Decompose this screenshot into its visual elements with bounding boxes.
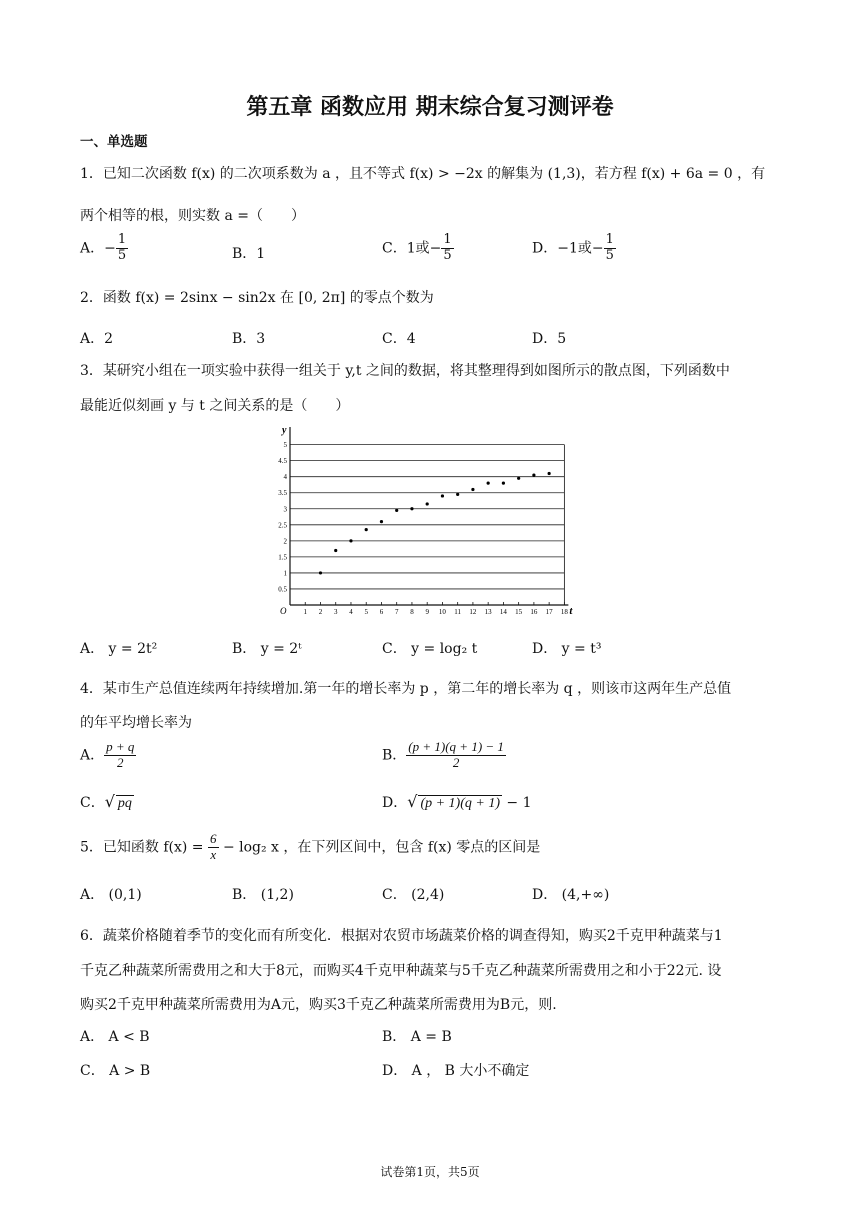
y-tick-label: 5 (283, 441, 287, 450)
data-point (456, 493, 459, 496)
q3-stem: 3．某研究小组在一项实验中获得一组关于 y,t 之间的数据，将其整理得到如图所示的散点图，下列函数中 (80, 363, 730, 379)
x-tick-label: 5 (364, 608, 368, 616)
q3-option-d: D． y = t³ (532, 641, 602, 657)
scatter-plot (272, 420, 592, 620)
x-tick-label: 4 (349, 608, 353, 616)
q1-option-a: A．− $\frac{1}{5}$ (80, 232, 127, 263)
q1-stem: 1．已知二次函数 f(x) 的二次项系数为 a ，且不等式 f(x) > −2x 的解集为 (1,3)，若方程 f(x) + 6a = 0 ，有 (80, 166, 766, 182)
q1-stem-line2: 两个相等的根，则实数 a =（ ） (80, 208, 305, 224)
y-tick-label: 1 (283, 569, 287, 578)
section-heading: 一、单选题 (80, 134, 148, 150)
q6-stem-line3: 购买2千克甲种蔬菜所需费用为A元，购买3千克乙种蔬菜所需费用为B元，则. (80, 997, 557, 1013)
x-tick-label: 16 (530, 608, 538, 616)
q2-option-c: C．4 (382, 331, 416, 347)
q3-stem-line2: 最能近似刻画 y 与 t 之间关系的是（ ） (80, 398, 350, 414)
q4-option-b: B． $\frac{(p + 1)(q + 1) - 1}{2}$ (382, 739, 504, 770)
q6-stem: 6．蔬菜价格随着季节的变化而有所变化．根据对农贸市场蔬菜价格的调查得知，购买2千克甲种蔬菜与1 (80, 928, 723, 944)
q6-option-c: C． A > B (80, 1063, 151, 1079)
x-tick-label: 8 (410, 608, 414, 616)
q1-option-c: C．1或− $\frac{1}{5}$ (382, 232, 452, 263)
q4-stem-line2: 的年平均增长率为 (80, 715, 192, 731)
q6-stem-line2: 千克乙种蔬菜所需费用之和大于8元，而购买4千克甲种蔬菜与5千克乙种蔬菜所需费用之和小于22元. 设 (80, 963, 722, 979)
q3-option-a: A． y = 2t² (80, 641, 158, 657)
data-point (334, 549, 337, 552)
q5-option-d: D． (4,+∞) (532, 887, 610, 903)
x-tick-label: 12 (469, 608, 477, 616)
data-point (410, 507, 413, 510)
y-tick-label: 4.5 (278, 457, 287, 466)
y-tick-label: 3.5 (278, 489, 287, 498)
x-tick-label: 7 (394, 608, 399, 616)
q5-option-c: C． (2,4) (382, 887, 445, 903)
data-point (441, 494, 444, 497)
data-point (365, 528, 368, 531)
q3-option-b: B． y = 2ᵗ (232, 641, 302, 657)
x-tick-label: 1 (303, 608, 307, 616)
x-tick-label: 14 (499, 608, 507, 616)
y-tick-label: 3 (283, 505, 287, 514)
q1-option-b: B．1 (232, 246, 266, 262)
x-tick-label: 11 (454, 608, 462, 616)
y-tick-label: 2.5 (278, 521, 287, 530)
q2-option-d: D．5 (532, 331, 567, 347)
x-tick-label: 15 (515, 608, 523, 616)
q5-stem: 5．已知函数 f(x) = $\frac{6}{x}$ − log₂ x ，在下列区间中，包含 f(x) 零点的区间是 (80, 831, 541, 862)
x-tick-label: 17 (545, 608, 553, 616)
q1-option-d: D．−1或− $\frac{1}{5}$ (532, 232, 614, 263)
data-point (487, 482, 490, 485)
q2-option-a: A．2 (80, 331, 114, 347)
y-tick-label: 1.5 (278, 553, 287, 562)
x-tick-label: 13 (484, 608, 492, 616)
x-tick-label: 18 (560, 608, 568, 616)
page-title: 第五章 函数应用 期末综合复习测评卷 (246, 95, 614, 120)
data-point (395, 509, 398, 512)
q2-stem: 2．函数 f(x) = 2sinx − sin2x 在 [0, 2π] 的零点个数为 (80, 290, 434, 306)
q4-option-c: C．√ pq (80, 792, 132, 811)
q5-option-a: A． (0,1) (80, 887, 142, 903)
y-tick-label: 0.5 (278, 585, 287, 594)
data-point (548, 472, 551, 475)
x-tick-label: 9 (425, 608, 429, 616)
data-point (319, 571, 322, 574)
data-point (532, 473, 535, 476)
q4-stem: 4．某市生产总值连续两年持续增加.第一年的增长率为 p ，第二年的增长率为 q ，则该市这两年生产总值 (80, 681, 732, 697)
data-point (380, 520, 383, 523)
data-point (471, 488, 474, 491)
x-tick-label: 3 (333, 608, 338, 616)
data-point (502, 482, 505, 485)
data-point (426, 502, 429, 505)
x-tick-label: 10 (438, 608, 446, 616)
data-point (349, 539, 352, 542)
x-tick-label: 2 (318, 608, 323, 616)
q2-option-b: B．3 (232, 331, 266, 347)
q5-option-b: B． (1,2) (232, 887, 294, 903)
x-axis-label: t (569, 605, 573, 617)
y-tick-label: 4 (283, 473, 287, 482)
y-tick-label: 2 (283, 537, 287, 546)
q3-option-c: C． y = log₂ t (382, 641, 478, 657)
x-tick-label: 6 (379, 608, 384, 616)
origin-label: O (280, 606, 287, 616)
y-axis-label: y (282, 425, 287, 436)
page-footer: 试卷第1页，共5页 (380, 1165, 480, 1179)
q4-option-d: D．√ (p + 1)(q + 1) − 1 (382, 792, 532, 811)
q6-option-b: B． A = B (382, 1029, 452, 1045)
q4-option-a: A． $\frac{p + q}{2}$ (80, 739, 135, 770)
data-point (517, 477, 520, 480)
q6-option-a: A． A < B (80, 1029, 150, 1045)
q6-option-d: D． A ， B 大小不确定 (382, 1063, 530, 1079)
